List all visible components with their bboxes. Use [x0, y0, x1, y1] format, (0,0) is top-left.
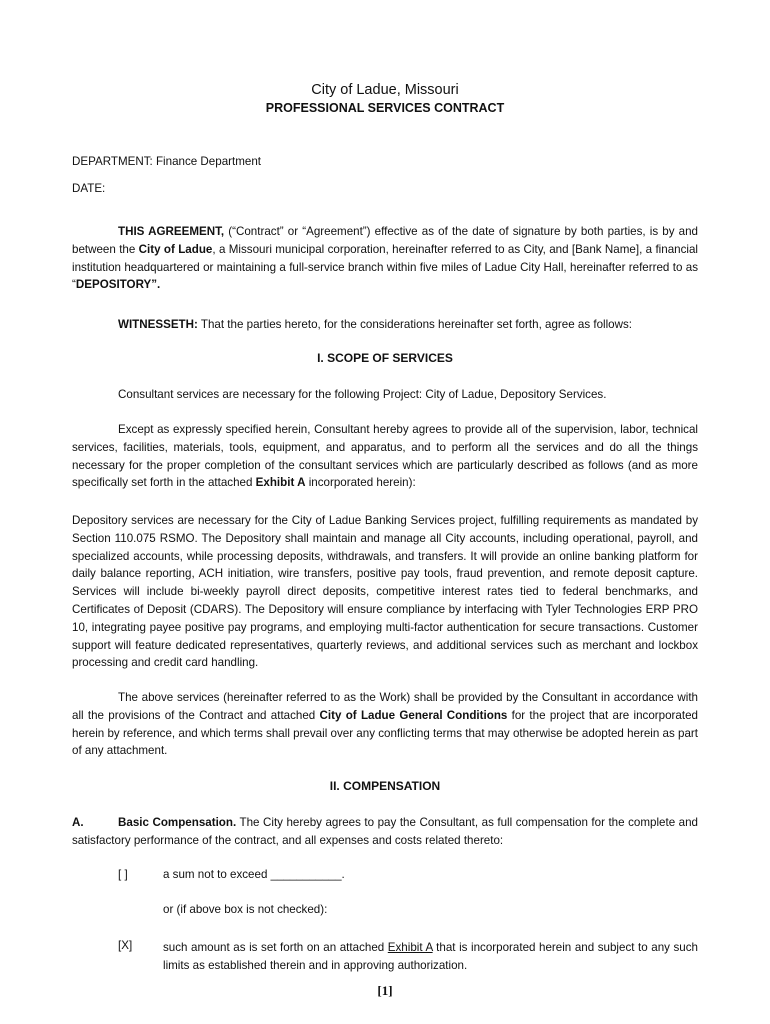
basic-compensation-text: The City hereby agrees to pay the Consultant, as full compensation for the complete and satisfactory performance of the contract, and all expenses and costs related thereto:	[72, 816, 699, 847]
basic-compensation-title: Basic Compensation.	[118, 816, 237, 829]
above-text-1: The above services (hereinafter referred to as the Work) shall be provided by the Consultant in accordance with all the provisions of the Contract and attached	[72, 691, 698, 722]
option-1-text: a sum not to exceed ___________.	[163, 868, 345, 881]
basic-compensation-paragraph	[72, 814, 698, 850]
agreement-text-1: (“Contract” or “Agreement”) effective as of the date of signature by both parties, is by and between the	[72, 225, 698, 256]
above-text-2: for the project that are incorporated herein by reference, and which terms shall prevail over any conflicting terms that may otherwise be adopted herein as part of any attachment.	[72, 708, 698, 758]
section-1-heading: I. SCOPE OF SERVICES	[317, 351, 453, 365]
document-title: City of Ladue, Missouri	[311, 82, 459, 98]
except-text-1: Except as expressly specified herein, Consultant hereby agrees to provide all of the supervision, labor, technical services, facilities, materials, tools, equipment, and apparatus, and to perform all the services and do all the things necessary for the proper completion of the consultant services which are particularly described as follows (and as more specifically set forth in the attached	[72, 423, 698, 490]
section-2-heading: II. COMPENSATION	[329, 779, 441, 793]
witnesseth-label: WITNESSETH:	[118, 318, 198, 331]
consultant-services-paragraph: Consultant services are necessary for the following Project: City of Ladue, Depository Services.	[118, 388, 607, 401]
above-services-paragraph	[72, 689, 698, 760]
witnesseth-text: That the parties hereto, for the considerations hereinafter set forth, agree as follows:	[197, 318, 633, 331]
option-2-text-2: that is incorporated herein and subject to any such limits as established therein and in approving authorization.	[163, 941, 698, 972]
option-1-checkbox: [ ]	[118, 868, 128, 881]
agreement-paragraph	[72, 223, 698, 294]
agreement-city: City of Ladue	[138, 242, 213, 256]
except-paragraph	[72, 421, 698, 492]
agreement-text-2: , a Missouri municipal corporation, hereinafter referred to as City, and [Bank Name], a financial institution headquartered or maintaining a full-service branch within five miles of Ladue City Hall, hereinafter referred to as “	[72, 242, 698, 292]
option-2-text-1: such amount as is set forth on an attached	[163, 941, 388, 954]
item-a-label: A.	[72, 816, 84, 829]
option-2-exhibit: Exhibit A	[387, 941, 433, 954]
page-number: [1]	[377, 983, 393, 998]
depository-services-paragraph: Depository services are necessary for the City of Ladue Banking Services project, fulfilling requirements as mandated by Section 110.075 RSMO. The Depository shall maintain and manage all City accounts, including operational, payroll, and specialized accounts, while processing deposits, withdrawals, and transfers. It will provide an online banking platform for daily balance reporting, ACH initiation, wire transfers, positive pay tools, fraud prevention, and remote deposit capture. Services will include bi-weekly payroll direct deposits, competitive interest rates tied to federal benchmarks, and Certificates of Deposit (CDARS). The Depository will ensure compliance by interfacing with Tyler Technologies ERP PRO 10, integrating payee positive pay programs, and employing multi-factor authentication for secure transactions. Customer support will feature dedicated representatives, quarterly reviews, and additional services such as merchant and lockbox processing and credit card handling.	[72, 514, 698, 670]
witnesseth-paragraph	[72, 316, 698, 334]
agreement-lead: THIS AGREEMENT,	[118, 225, 225, 238]
department-line: DEPARTMENT: Finance Department	[72, 155, 261, 168]
document-subtitle: PROFESSIONAL SERVICES CONTRACT	[265, 101, 505, 115]
or-text: or (if above box is not checked):	[163, 903, 328, 916]
except-text-2: incorporated herein):	[305, 476, 416, 490]
date-line: DATE:	[72, 182, 106, 195]
exhibit-a-reference: Exhibit A	[255, 476, 306, 490]
option-2-paragraph	[163, 939, 698, 975]
option-2-checkbox: [X]	[118, 939, 133, 952]
general-conditions-reference: City of Ladue General Conditions	[319, 708, 508, 722]
agreement-depository: DEPOSITORY”.	[75, 278, 161, 292]
